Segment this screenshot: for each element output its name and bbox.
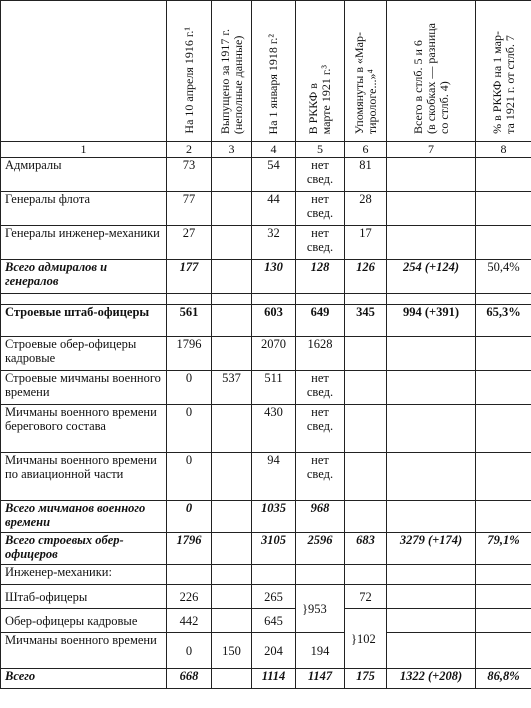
colnum-4: 4 xyxy=(252,142,296,158)
cell xyxy=(476,371,531,405)
header-c8: % в РККФ на 1 мар- та 1921 г. от стлб. 7 xyxy=(476,1,531,142)
colnum-8: 8 xyxy=(476,142,531,158)
row-label: Адмиралы xyxy=(1,158,167,192)
header-c1 xyxy=(1,1,167,142)
row-eng-michmany xyxy=(1,633,531,669)
cell xyxy=(212,585,252,609)
cell xyxy=(212,405,252,453)
cell xyxy=(345,565,387,585)
cell: нет свед. xyxy=(296,192,345,226)
row-label: Мичманы военного времени xyxy=(1,633,167,669)
cell: 968 xyxy=(296,501,345,533)
row-generals-engineers xyxy=(1,226,531,260)
cell: 94 xyxy=(252,453,296,501)
cell: 2070 xyxy=(252,337,296,371)
cell xyxy=(476,192,531,226)
cell xyxy=(387,585,476,609)
cell: 254 (+124) xyxy=(387,260,476,294)
spacer xyxy=(212,294,252,305)
cell: 77 xyxy=(167,192,212,226)
cell: 32 xyxy=(252,226,296,260)
cell xyxy=(387,192,476,226)
row-michmany-aviation xyxy=(1,453,531,501)
spacer xyxy=(296,294,345,305)
column-number-row xyxy=(1,142,531,158)
cell: 3105 xyxy=(252,533,296,565)
row-label: Генералы флота xyxy=(1,192,167,226)
cell xyxy=(387,158,476,192)
colnum-1: 1 xyxy=(1,142,167,158)
cell xyxy=(476,609,531,633)
cell: 50,4% xyxy=(476,260,531,294)
row-label: Всего мичманов военного времени xyxy=(1,501,167,533)
cell: 1796 xyxy=(167,337,212,371)
spacer xyxy=(1,294,167,305)
cell xyxy=(167,565,212,585)
cell: нет свед. xyxy=(296,453,345,501)
cell xyxy=(212,226,252,260)
cell xyxy=(212,609,252,633)
section-heading: Инженер-механики: xyxy=(1,565,167,585)
row-label: Мичманы военного времени берегового состава xyxy=(1,405,167,453)
row-label: Всего xyxy=(1,669,167,689)
cell: 537 xyxy=(212,371,252,405)
cell: 44 xyxy=(252,192,296,226)
cell: 683 xyxy=(345,533,387,565)
cell: 0 xyxy=(167,405,212,453)
brace-cell: }102 xyxy=(345,609,387,669)
brace-cell: }953 xyxy=(296,585,345,633)
cell xyxy=(476,501,531,533)
cell xyxy=(296,565,345,585)
row-label: Всего адмиралов и генералов xyxy=(1,260,167,294)
row-michmany xyxy=(1,371,531,405)
cell: 86,8% xyxy=(476,669,531,689)
cell: нет свед. xyxy=(296,226,345,260)
header-c7: Всего в стлб. 5 и 6 (в скобках — разница со стлб. 4) xyxy=(387,1,476,142)
cell: 1147 xyxy=(296,669,345,689)
header-c6: Упомянуты в «Мар- тирологе...»⁴ xyxy=(345,1,387,142)
cell xyxy=(345,501,387,533)
row-label: Всего строевых обер-офицеров xyxy=(1,533,167,565)
cell xyxy=(476,405,531,453)
row-eng-staff xyxy=(1,585,531,609)
cell: 54 xyxy=(252,158,296,192)
row-generals xyxy=(1,192,531,226)
cell: 150 xyxy=(212,633,252,669)
cell: 0 xyxy=(167,501,212,533)
cell xyxy=(476,337,531,371)
cell: 994 (+391) xyxy=(387,305,476,337)
row-admirals xyxy=(1,158,531,192)
header-c2: На 10 апреля 1916 г.¹ xyxy=(167,1,212,142)
cell: 130 xyxy=(252,260,296,294)
row-staff-officers xyxy=(1,305,531,337)
cell: 81 xyxy=(345,158,387,192)
cell: 668 xyxy=(167,669,212,689)
cell: 2596 xyxy=(296,533,345,565)
spacer xyxy=(345,294,387,305)
cell: 28 xyxy=(345,192,387,226)
cell xyxy=(387,337,476,371)
cell xyxy=(387,501,476,533)
cell xyxy=(212,453,252,501)
cell: 645 xyxy=(252,609,296,633)
cell xyxy=(212,533,252,565)
cell: 1322 (+208) xyxy=(387,669,476,689)
row-label: Мичманы военного времени по авиационной части xyxy=(1,453,167,501)
cell xyxy=(387,371,476,405)
row-eng-ober xyxy=(1,609,531,633)
row-label: Штаб-офицеры xyxy=(1,585,167,609)
header-c4: На 1 января 1918 г.² xyxy=(252,1,296,142)
cell xyxy=(476,453,531,501)
cell: 17 xyxy=(345,226,387,260)
colnum-5: 5 xyxy=(296,142,345,158)
cell xyxy=(387,633,476,669)
cell: 0 xyxy=(167,453,212,501)
cell: 1628 xyxy=(296,337,345,371)
row-label: Генералы инженер-механики xyxy=(1,226,167,260)
cell: 3279 (+174) xyxy=(387,533,476,565)
cell: 204 xyxy=(252,633,296,669)
cell: 1035 xyxy=(252,501,296,533)
cell xyxy=(387,453,476,501)
row-label: Обер-офицеры кадровые xyxy=(1,609,167,633)
cell xyxy=(476,226,531,260)
colnum-6: 6 xyxy=(345,142,387,158)
cell xyxy=(212,305,252,337)
cell xyxy=(345,453,387,501)
cell xyxy=(212,501,252,533)
cell xyxy=(387,565,476,585)
row-engineers-heading xyxy=(1,565,531,585)
cell: 649 xyxy=(296,305,345,337)
cell: нет свед. xyxy=(296,158,345,192)
cell: 0 xyxy=(167,633,212,669)
cell: 430 xyxy=(252,405,296,453)
cell: 226 xyxy=(167,585,212,609)
cell: нет свед. xyxy=(296,371,345,405)
row-total-michmany xyxy=(1,501,531,533)
spacer xyxy=(252,294,296,305)
row-total-ober xyxy=(1,533,531,565)
cell xyxy=(476,565,531,585)
cell: 65,3% xyxy=(476,305,531,337)
cell: 175 xyxy=(345,669,387,689)
row-total-admirals xyxy=(1,260,531,294)
cell: 442 xyxy=(167,609,212,633)
cell xyxy=(212,260,252,294)
row-ober-officers xyxy=(1,337,531,371)
colnum-2: 2 xyxy=(167,142,212,158)
spacer-row xyxy=(1,294,531,305)
cell: 128 xyxy=(296,260,345,294)
row-label: Строевые мичманы военного времени xyxy=(1,371,167,405)
cell xyxy=(212,158,252,192)
spacer xyxy=(476,294,531,305)
cell xyxy=(345,337,387,371)
spacer xyxy=(387,294,476,305)
row-michmany-coastal xyxy=(1,405,531,453)
cell: нет свед. xyxy=(296,405,345,453)
row-label: Строевые обер-офицеры кадровые xyxy=(1,337,167,371)
cell: 511 xyxy=(252,371,296,405)
row-label: Строевые штаб-офицеры xyxy=(1,305,167,337)
cell: 126 xyxy=(345,260,387,294)
cell xyxy=(252,565,296,585)
cell: 1796 xyxy=(167,533,212,565)
colnum-7: 7 xyxy=(387,142,476,158)
header-row xyxy=(1,1,531,142)
cell xyxy=(212,565,252,585)
cell: 177 xyxy=(167,260,212,294)
cell xyxy=(387,226,476,260)
cell: 194 xyxy=(296,633,345,669)
cell xyxy=(345,371,387,405)
header-c5: В РККФ в марте 1921 г.³ xyxy=(296,1,345,142)
cell: 603 xyxy=(252,305,296,337)
cell: 27 xyxy=(167,226,212,260)
cell: 0 xyxy=(167,371,212,405)
cell xyxy=(387,405,476,453)
cell xyxy=(212,337,252,371)
cell xyxy=(212,669,252,689)
cell xyxy=(476,585,531,609)
cell: 561 xyxy=(167,305,212,337)
cell xyxy=(476,633,531,669)
spacer xyxy=(167,294,212,305)
cell: 72 xyxy=(345,585,387,609)
colnum-3: 3 xyxy=(212,142,252,158)
header-c3: Выпущено за 1917 г. (неполные данные) xyxy=(212,1,252,142)
cell: 345 xyxy=(345,305,387,337)
row-grand-total xyxy=(1,669,531,689)
cell: 265 xyxy=(252,585,296,609)
cell xyxy=(476,158,531,192)
cell xyxy=(212,192,252,226)
cell: 1114 xyxy=(252,669,296,689)
cell: 79,1% xyxy=(476,533,531,565)
cell: 73 xyxy=(167,158,212,192)
cell xyxy=(345,405,387,453)
cell xyxy=(387,609,476,633)
